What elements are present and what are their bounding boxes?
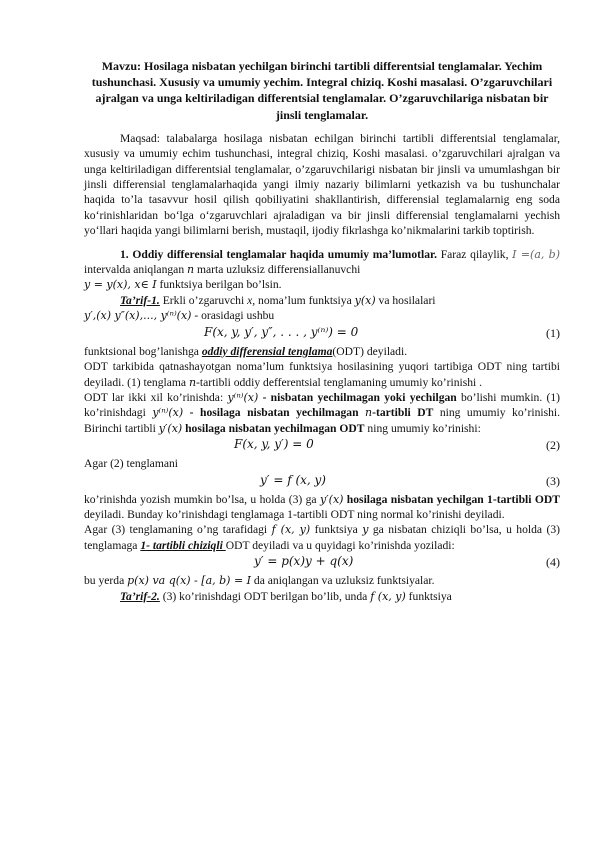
def1-text-6: (ODT) deyiladi. — [332, 344, 408, 358]
definition-2-label: Ta’rif-2. — [120, 589, 160, 603]
linear-term: 1- tartibli chiziqli — [140, 538, 226, 552]
odt-term: oddiy differensial tenglama — [201, 344, 333, 358]
yn-formula-2: y⁽ⁿ⁾(x) — [152, 406, 184, 420]
equation-1-formula: F(x, y, y′, y″, . . . , y⁽ⁿ⁾) = 0 — [204, 324, 359, 339]
normal-form-paragraph — [84, 492, 560, 523]
fxy-formula: f (x, y) — [370, 589, 406, 603]
def1-text-2: noma’lum funktsiya — [255, 293, 355, 307]
para3-text-2: bo’lishi mumkin. (1) ko’rinishdagi — [84, 390, 561, 420]
equation-3-number: (3) — [546, 473, 560, 488]
aim-text: talabalarga hosilaga nisbatan echilgan birinchi tartibli differentsial tenglamalar, xususiy va umumiy echim tushunchasi, integral chiziq, Koshi masalasi. o’zgaruvchilari ajralgan va unga keltiriladigan differentsial tenglamalar, o’zgaruvchilarigi nisbatan bir jinsli va umumlashgan bir jinsli differensial tenglamalarhaqida yangi ilmiy nazariy bilimlarni yetkazish va bu tushunchalar haqida to’la tasavvur hosil qilish qobiliyatini shakllantirish, differensial teglamalarnig eng soda ko‘rinishlaridan bo‘lga o‘zgaruvchlari ajraladigan va bir jinsli differensial tenglamalarni yechish yo‘llari haqida yangi bilimlarni berish, mustaqil, ijodiy fikrlashga ko’nikmalarini tarkib toptirish. — [84, 131, 560, 238]
equation-3-formula: y′ = f (x, y) — [260, 472, 326, 487]
def1-text-1: Erkli o’zgaruvchi — [159, 293, 248, 307]
y-symbol: y — [362, 523, 369, 537]
para3-bold-2: - hosilaga nisbatan yechilmagan — [183, 406, 366, 420]
s1-text-3: marta uzluksiz differensiallanuvchi — [194, 263, 361, 277]
pq-formula: p(x) va q(x) - [a, b) = I — [127, 574, 252, 588]
def2-text-2: funktsiya — [405, 589, 452, 603]
equation-1-number: (1) — [546, 325, 560, 340]
equation-1 — [84, 324, 560, 344]
equation-2-formula: F(x, y, y′) = 0 — [234, 437, 314, 452]
x-symbol: x, — [247, 293, 256, 307]
para5-text-5: bu yerda — [84, 574, 128, 588]
def1-text-3: va hosilalari — [375, 293, 436, 307]
para4-text-1: Agar (2) tenglamani — [84, 457, 179, 471]
yprime-formula: y′(x) — [319, 492, 344, 506]
document-page — [84, 58, 560, 604]
para5-text-6: da aniqlangan va uzluksiz funktsiyalar. — [251, 574, 435, 588]
n-symbol: n — [365, 406, 373, 420]
para3-bold-4: hosilaga nisbatan yechilmagan ODT — [182, 421, 365, 435]
para2-text-2: -tartibli oddiy defferentsial tenglamaning umumiy ko’rinishi . — [196, 375, 483, 389]
yx-formula: y(x) — [354, 293, 376, 307]
para3-text-3: ning umumiy ko’rinishi. Birinchi tartibli — [84, 406, 561, 435]
para3-bold-3: -tartibli DT — [372, 406, 434, 420]
equation-4-formula: y′ = p(x)y + q(x) — [254, 554, 354, 569]
def2-text-1: (3) ko’rinishdagi ODT berilgan bo’lib, unda — [159, 589, 371, 603]
agar-paragraph — [84, 456, 560, 471]
para5-text-1: Agar (3) tenglamaning o’ng tarafidagi — [84, 523, 272, 537]
para4-bold-1: hosilaga nisbatan yechilgan 1-tartibli ODT — [343, 492, 560, 506]
n-symbol: n — [187, 263, 195, 277]
para3-bold-1: - nisbatan yechilmagan yoki yechilgan — [258, 390, 457, 404]
para3-text-4: ning umumiy ko’rinishi: — [364, 421, 481, 435]
para4-text-3: deyiladi. Bunday ko’rinishdagi tenglamaga 1-tartibli ODT ning normal ko’rinishi deyiladi. — [84, 507, 505, 521]
yprime-formula: y′(x) — [158, 421, 183, 435]
para5-text-3: ga nisbatan chiziqli bo’lsa, u holda (3) tenglamaga — [84, 523, 560, 552]
order-paragraph — [84, 359, 560, 390]
aim-paragraph — [84, 131, 560, 239]
equation-2-number: (2) — [546, 438, 560, 453]
equation-2 — [84, 436, 560, 456]
para3-text-1: ODT lar ikki xil ko’rinishda: — [84, 390, 228, 404]
yn-formula: y⁽ⁿ⁾(x) — [227, 390, 259, 404]
n-symbol: n — [188, 375, 197, 389]
definition-2-paragraph — [84, 589, 560, 604]
definition-1-paragraph — [84, 293, 560, 324]
s1-text-1: Faraz qilaylik, — [437, 247, 513, 261]
def1-text-5: funktsional bog’lanishga — [84, 344, 202, 358]
aim-label: Maqsad: — [120, 131, 160, 145]
s1-text-2: intervalda aniqlangan — [84, 263, 188, 277]
para2-text-1: ODT tarkibida qatnashayotgan noma’lum funktsiya hosilasining yuqori tartibiga ODT ning tartibi deyiladi. (1) tenglama — [84, 360, 560, 389]
interval-formula: I =(a, b) — [512, 247, 561, 261]
definition-1-label: Ta’rif-1. — [120, 293, 160, 307]
s1-text-4: funktsiya berilgan bo’lsin. — [156, 278, 282, 292]
definition-1-continuation — [84, 344, 560, 359]
linear-paragraph — [84, 522, 560, 553]
equation-4 — [84, 553, 560, 573]
section-1-heading: 1. Oddiy differensial tenglamalar haqida umumiy ma’lumotlar. — [120, 247, 437, 261]
para4-text-2: ko’rinishda yozish mumkin bo’lsa, u holda (3) ga — [84, 492, 320, 506]
equation-3 — [84, 472, 560, 492]
y-function-formula: y = y(x), x∈ I — [84, 278, 157, 292]
section-1-paragraph — [84, 247, 560, 293]
para5-text-4: ODT deyiladi va u quyidagi ko’rinishda yoziladi: — [225, 538, 455, 552]
fxy-formula: f (x, y) — [271, 523, 311, 537]
derivatives-formula: y′,(x) y″(x),..., y⁽ⁿ⁾(x) — [84, 309, 192, 323]
equation-4-number: (4) — [546, 555, 560, 570]
page-title: Mavzu: Hosilaga nisbatan yechilgan birinchi tartibli differentsial tenglamalar. Yechim tushunchasi. Xususiy va umumiy yechim. Integral chiziq. Koshi masalasi. O’zgaruvchilari ajralgan va unga keltiriladigan differentsial tenglamalar. O’zgaruvchilariga nisbatan bir jinsli tenglamalar. — [91, 59, 553, 122]
where-paragraph — [84, 573, 560, 588]
para5-text-2: funktsiya — [310, 523, 363, 537]
forms-paragraph — [84, 390, 560, 436]
def1-text-4: - orasidagi ushbu — [191, 309, 275, 323]
